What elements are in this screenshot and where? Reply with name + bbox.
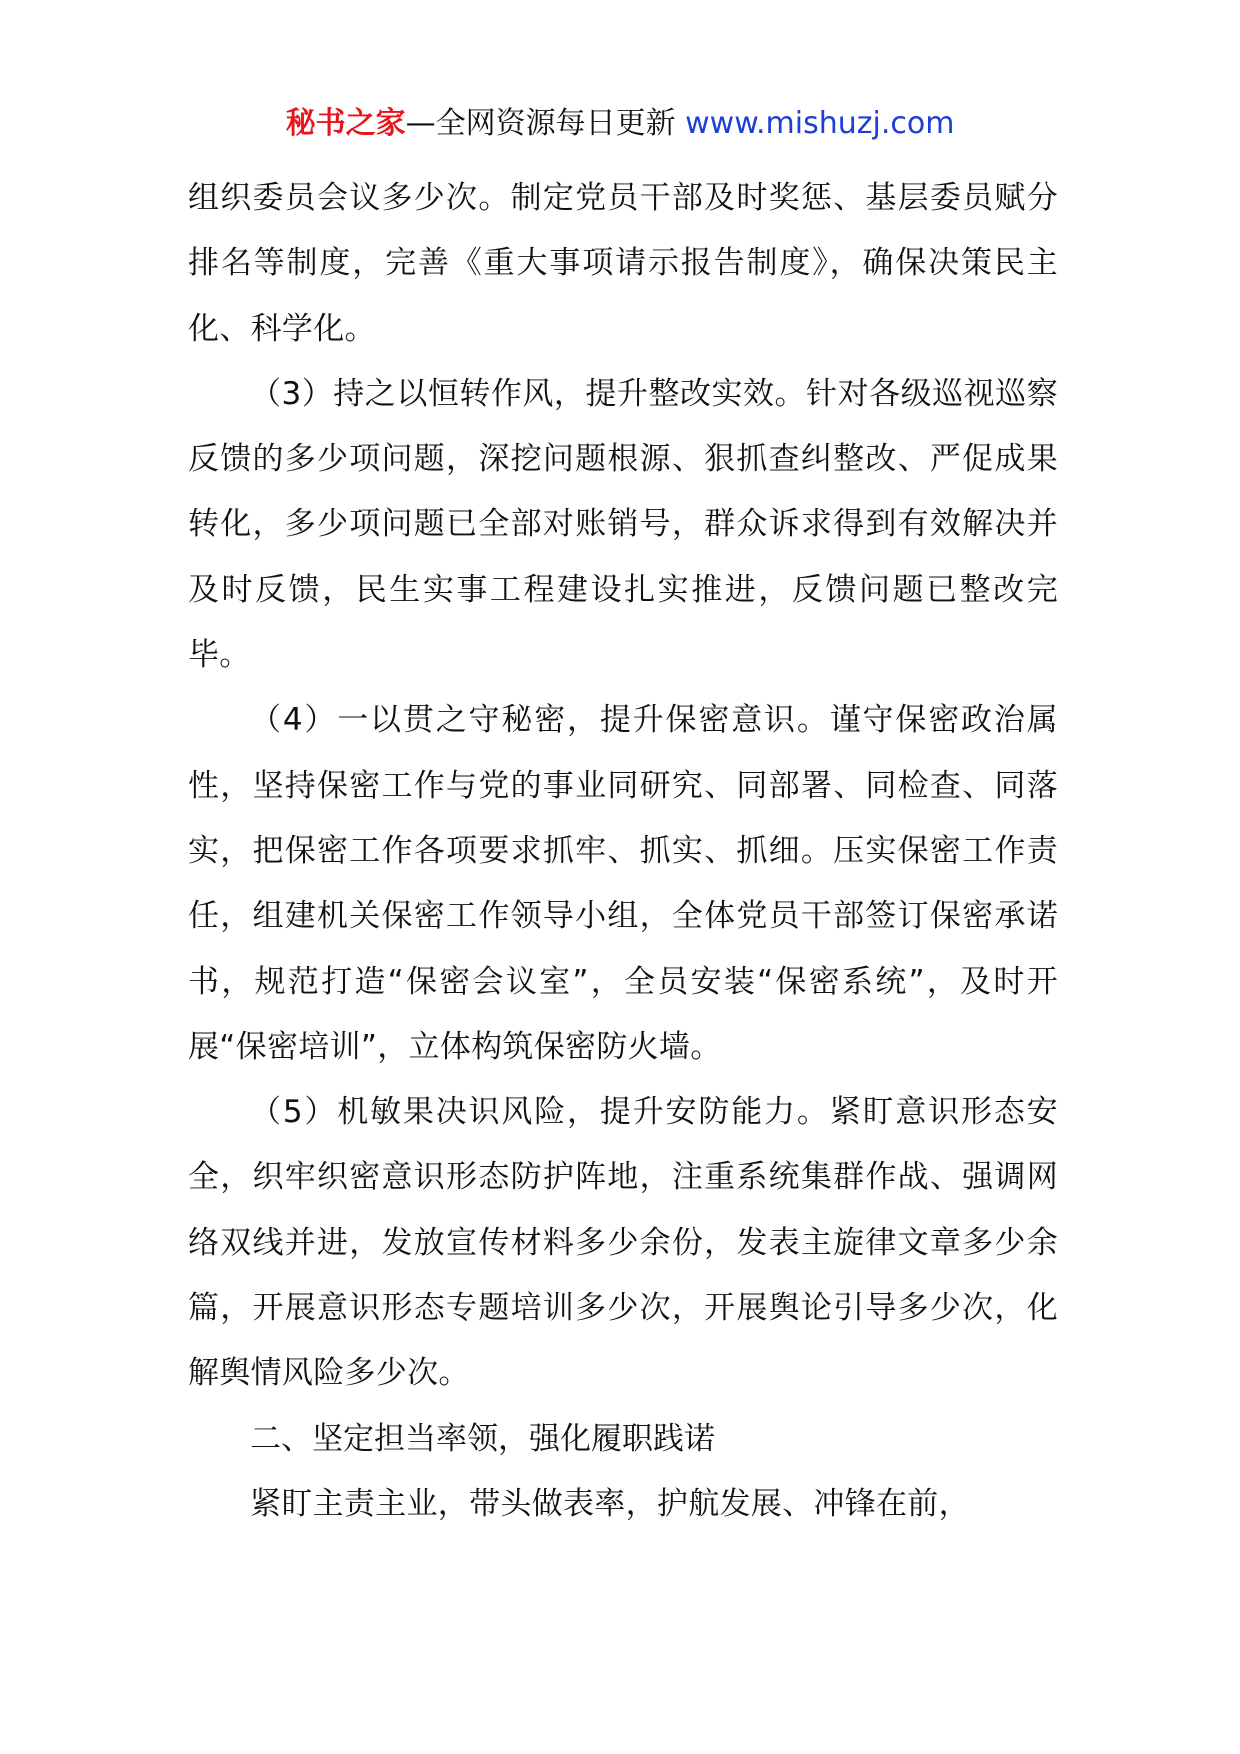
paragraph-continued: 组织委员会议多少次。制定党员干部及时奖惩、基层委员赋分排名等制度，完善《重大事项请示报告制度》，确保决策民主化、科学化。 <box>188 180 1058 347</box>
section-heading: 二、坚定担当率领，强化履职践诺 <box>250 1420 715 1457</box>
paragraph-item-3: （3）持之以恒转作风，提升整改实效。针对各级巡视巡察反馈的多少项问题，深挖问题根源、狠抓查纠整改、严促成果转化，多少项问题已全部对账销号，群众诉求得到有效解决并及时反馈，民生实事工程建设扎实推进，反馈问题已整改完毕。 <box>188 375 1058 674</box>
watermark-header <box>0 100 1240 148</box>
header-brand: 秘书之家 <box>285 106 406 141</box>
header-tagline: —全网资源每日更新 <box>405 106 686 141</box>
header-url-link[interactable]: www.mishuzj.com <box>685 106 955 141</box>
paragraph-item-5: （5）机敏果决识风险，提升安防能力。紧盯意识形态安全，织牢织密意识形态防护阵地，注重系统集群作战、强调网络双线并进，发放宣传材料多少余份，发表主旋律文章多少余篇，开展意识形态专题培训多少次，开展舆论引导多少次，化解舆情风险多少次。 <box>188 1094 1058 1392</box>
document-body <box>188 166 1058 1537</box>
paragraph-item-4: （4）一以贯之守秘密，提升保密意识。谨守保密政治属性，坚持保密工作与党的事业同研究、同部署、同检查、同落实，把保密工作各项要求抓牢、抓实、抓细。压实保密工作责任，组建机关保密工作领导小组，全体党员干部签订保密承诺书，规范打造“保密会议室”，全员安装“保密系统”，及时开展“保密培训”，立体构筑保密防火墙。 <box>188 702 1058 1065</box>
paragraph-section-intro: 紧盯主责主业，带头做表率，护航发展、冲锋在前， <box>250 1485 970 1522</box>
